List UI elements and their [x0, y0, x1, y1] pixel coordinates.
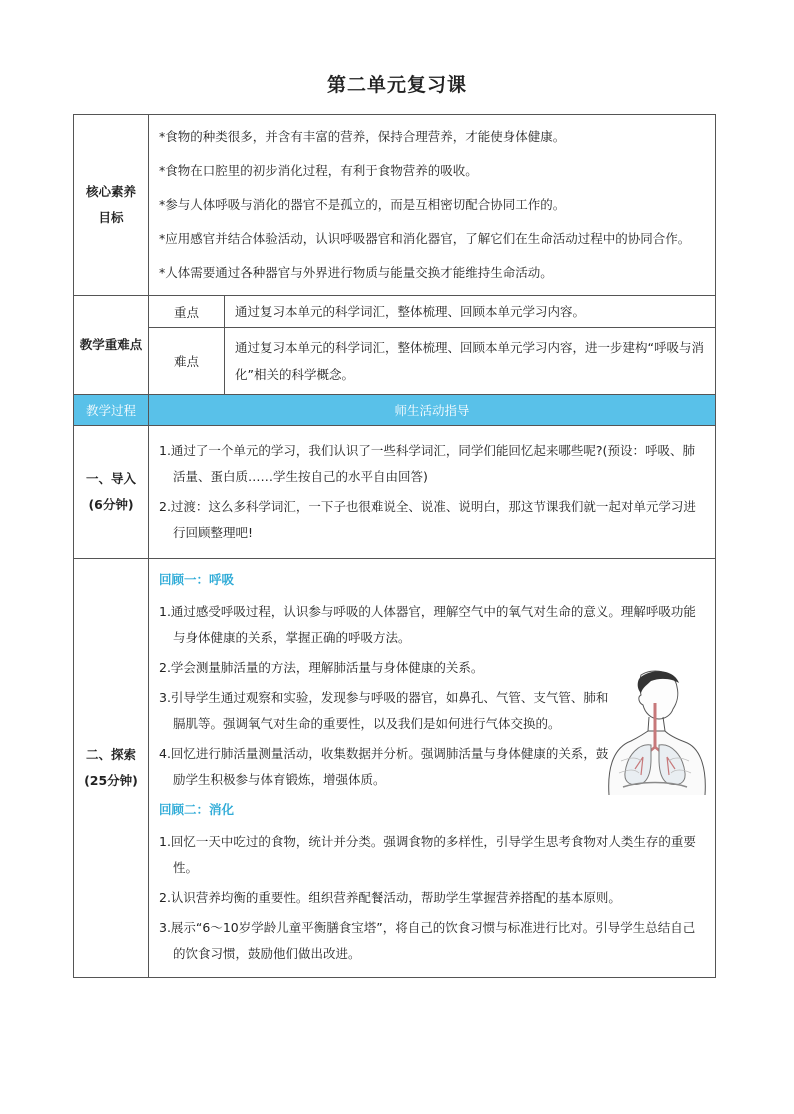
process-header-row: [74, 395, 716, 426]
intro-label: [74, 426, 149, 559]
key-label: 重点: [149, 296, 225, 328]
difficulty-text: 通过复习本单元的科学词汇，整体梳理、回顾本单元学习内容，进一步建构“呼吸与消化”相关的科学概念。: [225, 328, 716, 395]
explore-label-line2: (25分钟): [84, 773, 138, 788]
review1-item: 2.学会测量肺活量的方法，理解肺活量与身体健康的关系。: [159, 660, 484, 675]
intro-row: [74, 426, 716, 559]
intro-content: [149, 426, 716, 559]
key-point-row: [74, 296, 716, 328]
intro-label-line1: 一、导入: [85, 471, 136, 486]
goals-row: [74, 115, 716, 296]
intro-label-line2: (6分钟): [88, 497, 134, 512]
respiratory-system-illustration: [601, 669, 711, 795]
explore-content: [149, 559, 716, 978]
intro-item: 2.过渡：这么多科学词汇，一下子也很难说全、说准、说明白，那这节课我们就一起对单元学习进行回顾整理吧!: [159, 499, 696, 540]
explore-row: [74, 559, 716, 978]
goals-label: [74, 115, 149, 296]
goal-item: *应用感官并结合体验活动，认识呼吸器官和消化器官，了解它们在生命活动过程中的协同合作。: [159, 231, 691, 246]
page-title: 第二单元复习课: [326, 74, 467, 96]
goal-item: *食物的种类很多，并含有丰富的营养，保持合理营养，才能使身体健康。: [159, 129, 566, 144]
review2-item: 1.回忆一天中吃过的食物，统计并分类。强调食物的多样性，引导学生思考食物对人类生存的重要性。: [159, 834, 696, 875]
difficulty-row: [74, 328, 716, 395]
review2-item: 2.认识营养均衡的重要性。组织营养配餐活动，帮助学生掌握营养搭配的基本原则。: [159, 890, 621, 905]
key-points-label: 教学重难点: [74, 296, 149, 395]
goal-item: *食物在口腔里的初步消化过程，有利于食物营养的吸收。: [159, 163, 478, 178]
lesson-plan-table: [73, 114, 716, 978]
goal-item: *人体需要通过各种器官与外界进行物质与能量交换才能维持生命活动。: [159, 265, 553, 280]
explore-label: [74, 559, 149, 978]
goals-label-line2: 目标: [98, 210, 124, 225]
review1-item: 3.引导学生通过观察和实验，发现参与呼吸的器官，如鼻孔、气管、支气管、肺和膈肌等。强调氧气对生命的重要性，以及我们是如何进行气体交换的。: [159, 690, 609, 731]
goals-content: [149, 115, 716, 296]
key-text: 通过复习本单元的科学词汇，整体梳理、回顾本单元学习内容。: [225, 296, 716, 328]
explore-label-line1: 二、探索: [85, 747, 136, 762]
goal-item: *参与人体呼吸与消化的器官不是孤立的，而是互相密切配合协同工作的。: [159, 197, 566, 212]
review2-title: 回顾二：消化: [159, 802, 235, 817]
review1-title: 回顾一：呼吸: [159, 572, 235, 587]
review2-item: 3.展示“6～10岁学龄儿童平衡膳食宝塔”，将自己的饮食习惯与标准进行比对。引导学生总结自己的饮食习惯，鼓励他们做出改进。: [159, 920, 696, 961]
intro-item: 1.通过了一个单元的学习，我们认识了一些科学词汇，同学们能回忆起来哪些呢?(预设：呼吸、肺活量、蛋白质……学生按自己的水平自由回答): [159, 443, 695, 484]
process-header: 教学过程: [74, 395, 149, 426]
difficulty-label: 难点: [149, 328, 225, 395]
review1-item: 4.回忆进行肺活量测量活动，收集数据并分析。强调肺活量与身体健康的关系，鼓励学生积极参与体育锻炼，增强体质。: [159, 746, 609, 787]
goals-label-line1: 核心素养: [85, 184, 136, 199]
review1-item: 1.通过感受呼吸过程，认识参与呼吸的人体器官，理解空气中的氧气对生命的意义。理解呼吸功能与身体健康的关系，掌握正确的呼吸方法。: [159, 604, 696, 645]
guide-header: 师生活动指导: [149, 395, 716, 426]
